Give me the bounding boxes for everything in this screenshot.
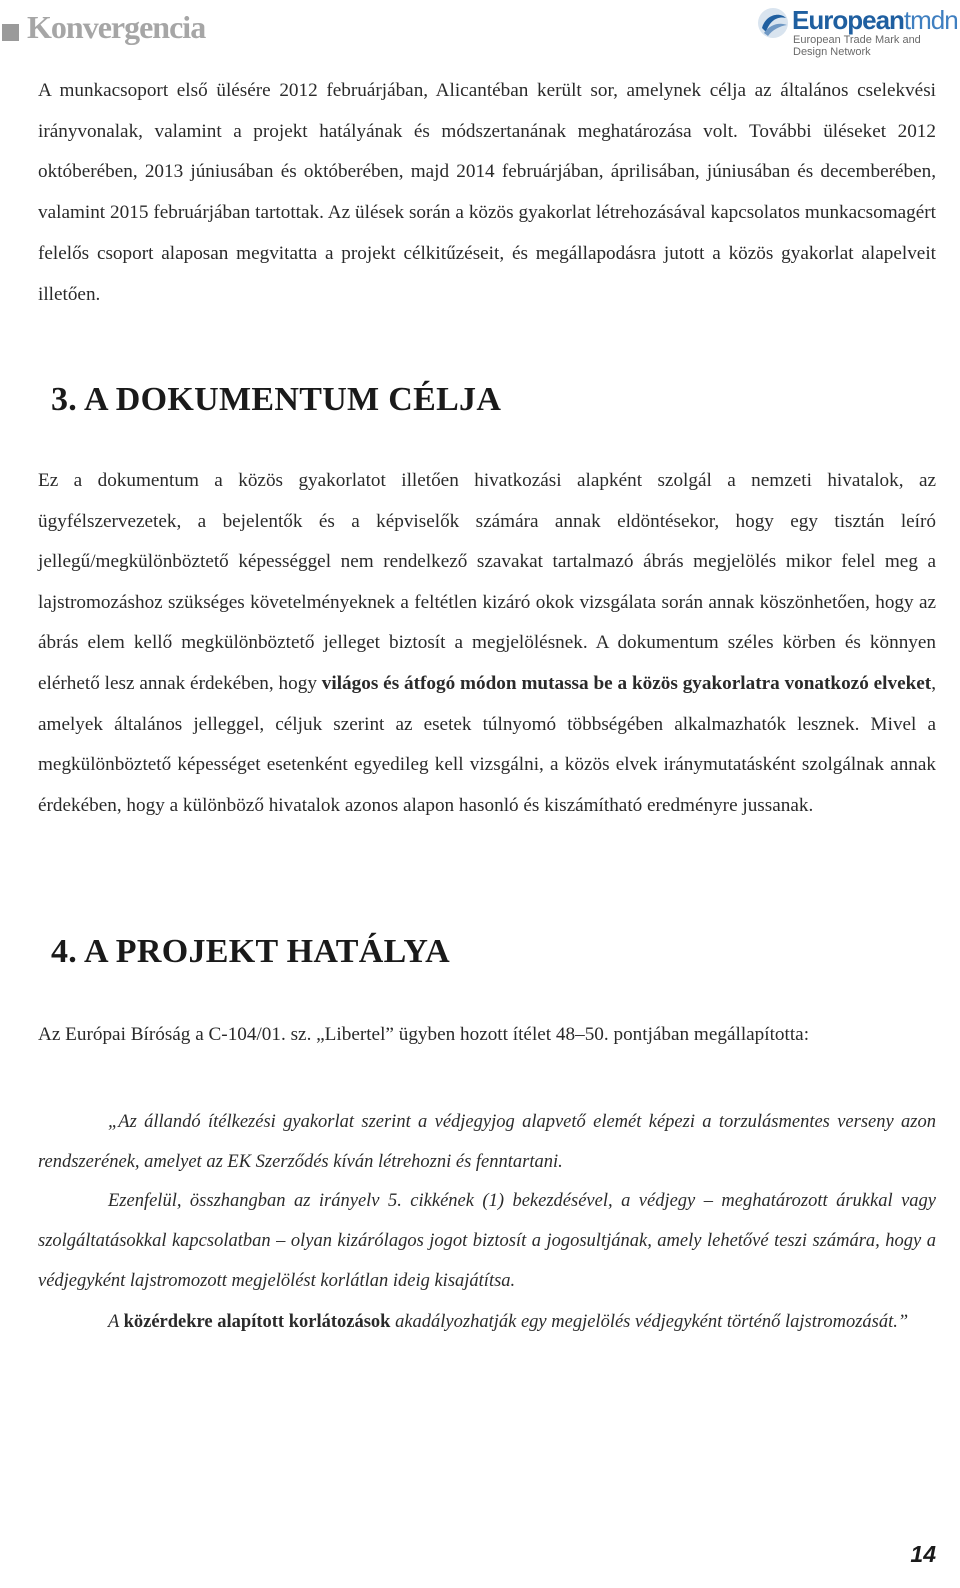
european-tmdn-logo (756, 2, 956, 60)
purpose-paragraph (38, 461, 936, 826)
logo-subtitle (793, 35, 960, 58)
intro-paragraph: A munkacsoport első ülésére 2012 februárjában, Alicantéban került sor, amelynek célja az általános cselekvési irányvonalak, valamint a projekt hatályának és módszertanának meghatározása volt. További üléseket 2012 októberében, 2013 júniusában és októberében, majd 2014 februárjában, áprilisában, júniusában és decemberében, valamint 2015 februárjában tartottak. Az ülések során a közös gyakorlat létrehozásával kapcsolatos munkacsomagért felelős csoport alaposan megvitatta a projekt célkitűzéseit, és megállapodásra jutott a közös gyakorlat alapelveit illetően. (38, 80, 936, 305)
quote-3-end: akadályozhatják egy megjelölés védjegyként történő lajstromozását.” (390, 1312, 909, 1332)
purpose-text-end: , amelyek általános jelleggel, céljuk szerint az esetek túlnyomó többségében alkalmazhatók lesznek. Mivel a megkülönböztető képességet esetenként egyedileg kell vizsgálni, a közös elvek iránymutatásként szolgálnak annak érdekében, hogy a különböző hivatalok azonos alapon hasonló és kiszámítható eredményre jussanak. (38, 672, 936, 816)
page-number: 14 (910, 1541, 936, 1567)
quote-3-start: A (108, 1312, 124, 1332)
logo-name (792, 5, 958, 36)
quote-paragraph-3 (38, 1302, 936, 1342)
header-square-icon (2, 24, 19, 41)
purpose-text-start: Ez a dokumentum a közös gyakorlatot illetően hivatkozási alapként szolgál a nemzeti hivatalok, az ügyfélszervezetek, a bejelentők és a képviselők számára annak eldöntésekor, hogy egy tisztán leíró jellegű/megkülönböztető képességgel nem rendelkező szavakat tartalmazó ábrás megjelölés mikor felel meg a lajstromozáshoz szükséges követelményeknek a feltétlen kizáró okok vizsgálata során annak köszönhetően, hogy az ábrás elem kellő megkülönböztető jelleget biztosít a megjelölésnek. A dokumentum széles körben és könnyen elérhető lesz annak érdekében, hogy (38, 470, 936, 694)
scope-paragraph: Az Európai Bíróság a C-104/01. sz. „Libertel” ügyben hozott ítélet 48–50. pontjában megállapította: (38, 1024, 810, 1045)
purpose-emphasis: világos és átfogó módon mutassa be a közös gyakorlatra vonatkozó elveket (321, 672, 932, 694)
header-title: Konvergencia (27, 9, 206, 45)
quote-paragraph-2: Ezenfelül, összhangban az irányelv 5. cikkének (1) bekezdésével, a védjegy – meghatározott árukkal vagy szolgáltatásokkal kapcsolatban – olyan kizárólagos jogot biztosít a jogosultjának, amely lehetővé teszi számára, hogy a védjegyként lajstromozott megjelölést korlátlan ideig kisajátítsa. (38, 1191, 936, 1291)
quote-paragraph-1: „Az állandó ítélkezési gyakorlat szerint a védjegyjog alapvető elemét képezi a torzulásmentes verseny azon rendszerének, amelyet az EK Szerződés kíván létrehozni és fenntartani. (38, 1112, 936, 1172)
logo-swirl-icon (756, 6, 790, 40)
quote-3-emphasis: közérdekre alapított korlátozások (123, 1312, 391, 1332)
logo-name-accent: tmdn (903, 5, 958, 35)
logo-sub-line-2: Design Network (793, 45, 871, 58)
section-heading-scope: 4. A PROJEKT HATÁLYA (51, 933, 451, 970)
page-header (0, 0, 960, 60)
logo-name-main: European (792, 5, 904, 35)
logo-sub-line-1: European Trade Mark and (793, 34, 921, 46)
section-heading-purpose: 3. A DOKUMENTUM CÉLJA (51, 381, 502, 418)
